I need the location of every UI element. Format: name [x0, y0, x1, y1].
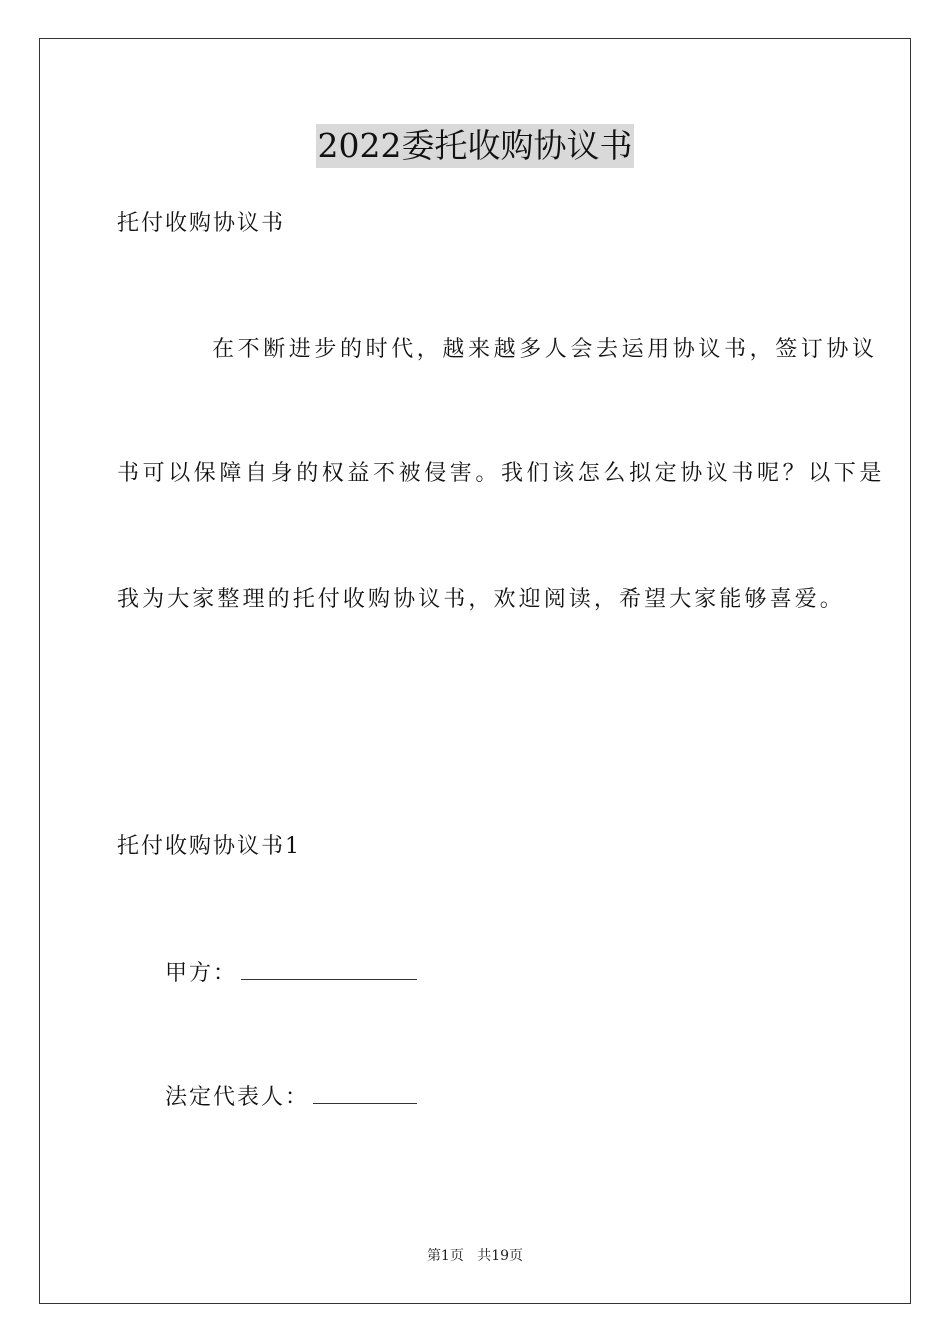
page-footer: [0, 1247, 950, 1265]
page-total: 共19页: [477, 1248, 524, 1264]
legal-representative-label: 法定代表人：: [165, 1085, 310, 1110]
paragraph-line-3: 我为大家整理的托付收购协议书，欢迎阅读，希望大家能够喜爱。: [117, 587, 845, 612]
party-a-label: 甲方：: [165, 961, 238, 986]
party-a-blank[interactable]: [241, 957, 417, 980]
title-container: [0, 124, 950, 168]
section-heading: 托付收购协议书1: [117, 834, 301, 859]
legal-representative-blank[interactable]: [313, 1081, 417, 1104]
footer-spacer: [464, 1248, 477, 1264]
page-number: 第1页: [426, 1248, 464, 1264]
document-title: 2022委托收购协议书: [316, 124, 635, 168]
paragraph-line-2: 书可以保障自身的权益不被侵害。我们该怎么拟定协议书呢？以下是: [117, 461, 886, 486]
legal-representative-field: [165, 1081, 417, 1113]
party-a-field: [165, 957, 417, 989]
paragraph-line-1: 在不断进步的时代，越来越多人会去运用协议书，签订协议: [212, 337, 878, 362]
document-subtitle: 托付收购协议书: [117, 211, 286, 236]
